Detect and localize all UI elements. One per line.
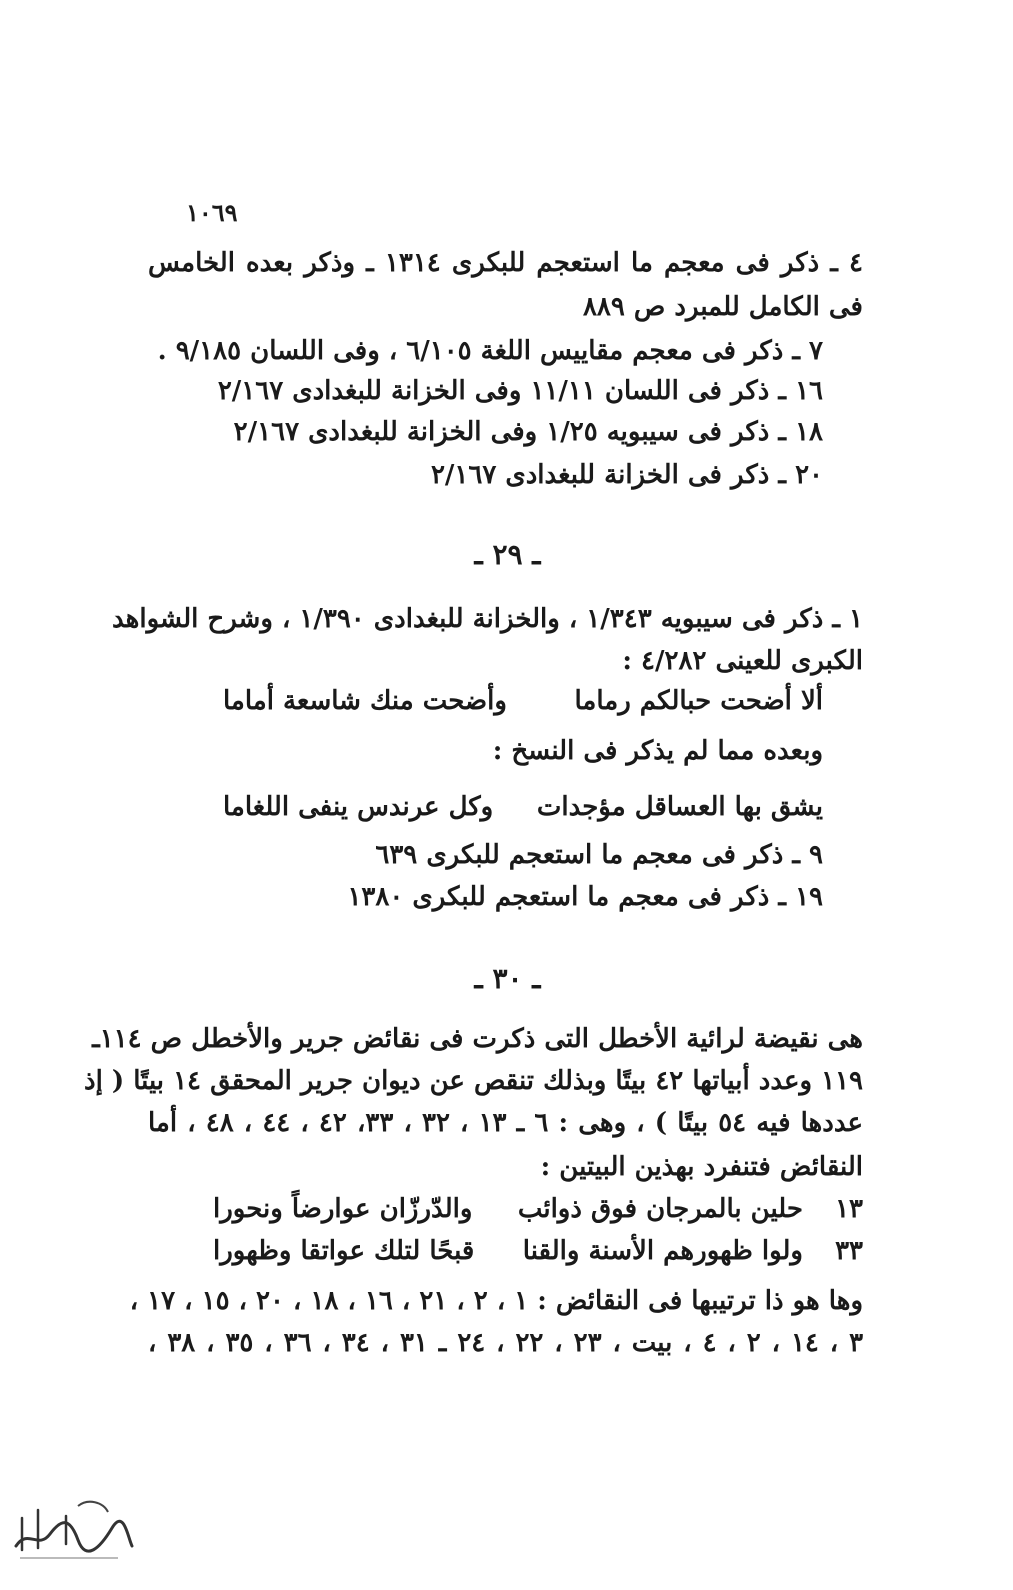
section-heading: ـ ٣٠ ـ	[474, 962, 541, 995]
verse-number: ٣٣	[835, 1236, 863, 1266]
paragraph-line: هى نقيضة لرائية الأخطل التى ذكرت فى نقائض جرير والأخطل ص ١١٤ـ	[92, 1024, 863, 1054]
section-heading: ـ ٢٩ ـ	[474, 538, 541, 571]
note-line: وبعده مما لم يذكر فى النسخ :	[492, 736, 823, 766]
note-line: ١٩ ـ ذكر فى معجم ما استعجم للبكرى ١٣٨٠	[347, 882, 823, 912]
verse-line	[223, 684, 823, 718]
order-line: ٣ ، ١٤ ، ٢ ، ٤ ، بيت ، ٢٣ ، ٢٢ ، ٢٤ ـ ٣١ ، ٣٤ ، ٣٦ ، ٣٥ ، ٣٨ ،	[148, 1328, 864, 1358]
verse-number: ١٣	[835, 1194, 863, 1224]
note-line: الكبرى للعينى ٤/٢٨٢ :	[622, 646, 863, 676]
verse-hemistich: ولوا ظهورهم الأسنة والقنا	[522, 1236, 803, 1266]
paragraph-line: ١١٩ وعدد أبياتها ٤٢ بيتًا وبذلك تنقص عن ديوان جرير المحقق ١٤ بيتًا ( إذ	[83, 1066, 863, 1096]
note-line: ٧ ـ ذكر فى معجم مقاييس اللغة ٦/١٠٥ ، وفى اللسان ٩/١٨٥ .	[157, 336, 823, 366]
verse-line	[213, 1192, 863, 1226]
order-line: وها هو ذا ترتيبها فى النقائض : ١ ، ٢ ، ٢١ ، ١٦ ، ١٨ ، ٢٠ ، ١٥ ، ١٧ ،	[129, 1286, 863, 1316]
note-line: ٢٠ ـ ذكر فى الخزانة للبغدادى ٢/١٦٧	[430, 460, 823, 490]
verse-hemistich: والدّرزّان عوارضاً ونحورا	[213, 1194, 473, 1224]
verse-line	[213, 1234, 863, 1268]
note-line: ١ ـ ذكر فى سيبويه ١/٣٤٣ ، والخزانة للبغدادى ١/٣٩٠ ، وشرح الشواهد	[112, 604, 863, 634]
note-line: ٩ ـ ذكر فى معجم ما استعجم للبكرى ٦٣٩	[375, 840, 823, 870]
note-line: فى الكامل للمبرد ص ٨٨٩	[582, 292, 863, 322]
verse-hemistich: حلين بالمرجان فوق ذوائب	[517, 1194, 803, 1224]
verse-hemistich: ألا أضحت حبالكم رماما	[574, 686, 823, 716]
library-stamp-logo	[8, 1488, 138, 1568]
stamp-logo-svg	[8, 1488, 138, 1568]
verse-hemistich: يشق بها العساقل مؤجدات	[536, 792, 823, 822]
note-line: ٤ ـ ذكر فى معجم ما استعجم للبكرى ١٣١٤ ـ وذكر بعده الخامس	[148, 248, 863, 278]
note-line: ١٨ ـ ذكر فى سيبويه ١/٢٥ وفى الخزانة للبغدادى ٢/١٦٧	[233, 417, 823, 447]
verse-hemistich: وأضحت منك شاسعة أماما	[223, 686, 507, 716]
note-line: ١٦ ـ ذكر فى اللسان ١١/١١ وفى الخزانة للبغدادى ٢/١٦٧	[217, 376, 823, 406]
page-number: ١٠٦٩	[186, 198, 238, 227]
paragraph-line: عددها فيه ٥٤ بيتًا ) ، وهى : ٦ ـ ١٣ ، ٣٢ ، ٣٣، ٤٢ ، ٤٤ ، ٤٨ ، أما	[148, 1108, 863, 1138]
verse-hemistich: وكل عرندس ينفى اللغاما	[223, 792, 494, 822]
verse-line	[223, 790, 823, 824]
paragraph-line: النقائض فتنفرد بهذين البيتين :	[540, 1152, 863, 1182]
verse-hemistich: قبحًا لتلك عواتقا وظهورا	[213, 1236, 475, 1266]
